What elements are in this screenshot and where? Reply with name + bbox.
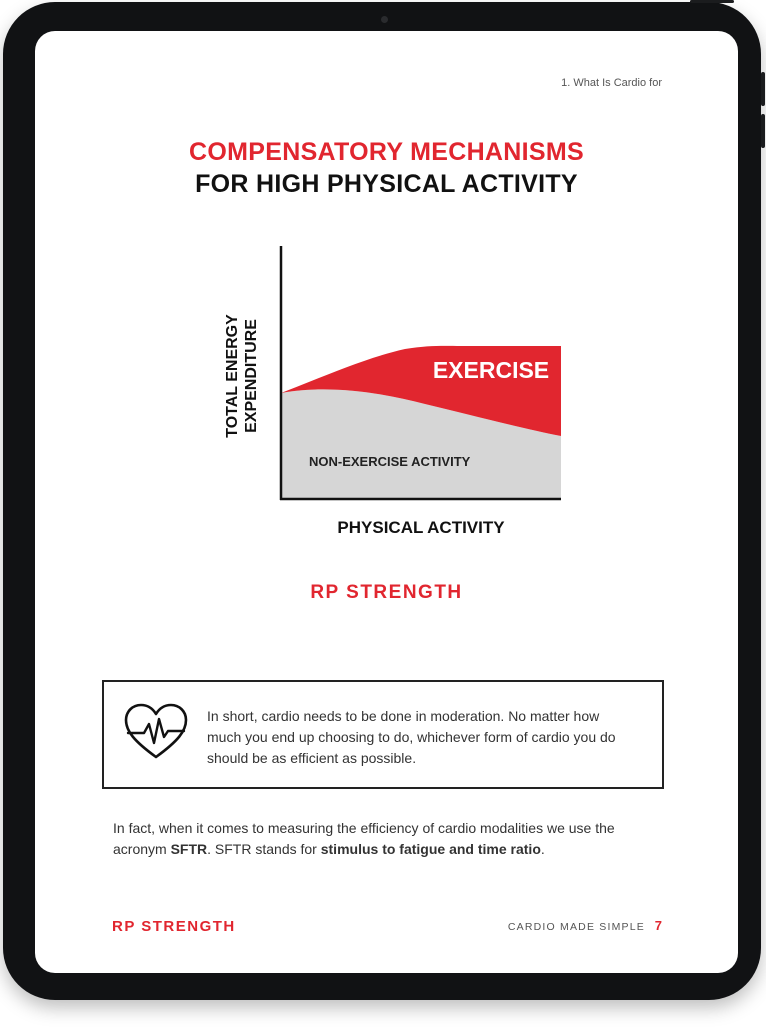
top-button: [690, 0, 734, 3]
footer-book-title: CARDIO MADE SIMPLE: [507, 921, 645, 933]
energy-chart: [205, 236, 585, 537]
page-number: 7: [654, 918, 662, 933]
body-bold-phrase: stimulus to fatigue and time ratio: [320, 841, 541, 857]
exercise-label: EXERCISE: [432, 357, 550, 383]
callout-box: [102, 680, 664, 789]
body-text-part: . SFTR stands for: [207, 841, 321, 857]
body-text-part: .: [540, 841, 545, 857]
y-axis-label-line1: TOTAL ENERGY: [224, 314, 241, 438]
x-axis-label: PHYSICAL ACTIVITY: [337, 518, 505, 537]
body-text-part: In fact, when it comes to measuring the efficiency of cardio modalities we use the acronym: [113, 820, 615, 857]
running-head: 1. What Is Cardio for: [561, 77, 662, 89]
body-paragraph: [113, 818, 665, 860]
camera-dot: [381, 16, 388, 23]
non-exercise-label: NON-EXERCISE ACTIVITY: [309, 454, 471, 469]
page: [35, 31, 738, 973]
page-title-line2: FOR HIGH PHYSICAL ACTIVITY: [195, 170, 578, 198]
side-button-top: [761, 72, 765, 106]
body-bold-acronym: SFTR: [170, 841, 208, 857]
tablet-frame: [3, 2, 761, 1000]
heart-pulse-icon: [124, 703, 188, 761]
page-title-line1: COMPENSATORY MECHANISMS: [189, 138, 584, 166]
callout-text: In short, cardio needs to be done in moderation. No matter how much you end up choosing to do, whichever form of cardio you do should be as efficient as possible.: [207, 708, 616, 766]
side-button-bottom: [761, 114, 765, 148]
brand-logo: RP STRENGTH: [310, 582, 463, 603]
footer-logo: RP STRENGTH: [112, 918, 236, 935]
y-axis-label-line2: EXPENDITURE: [243, 319, 260, 433]
